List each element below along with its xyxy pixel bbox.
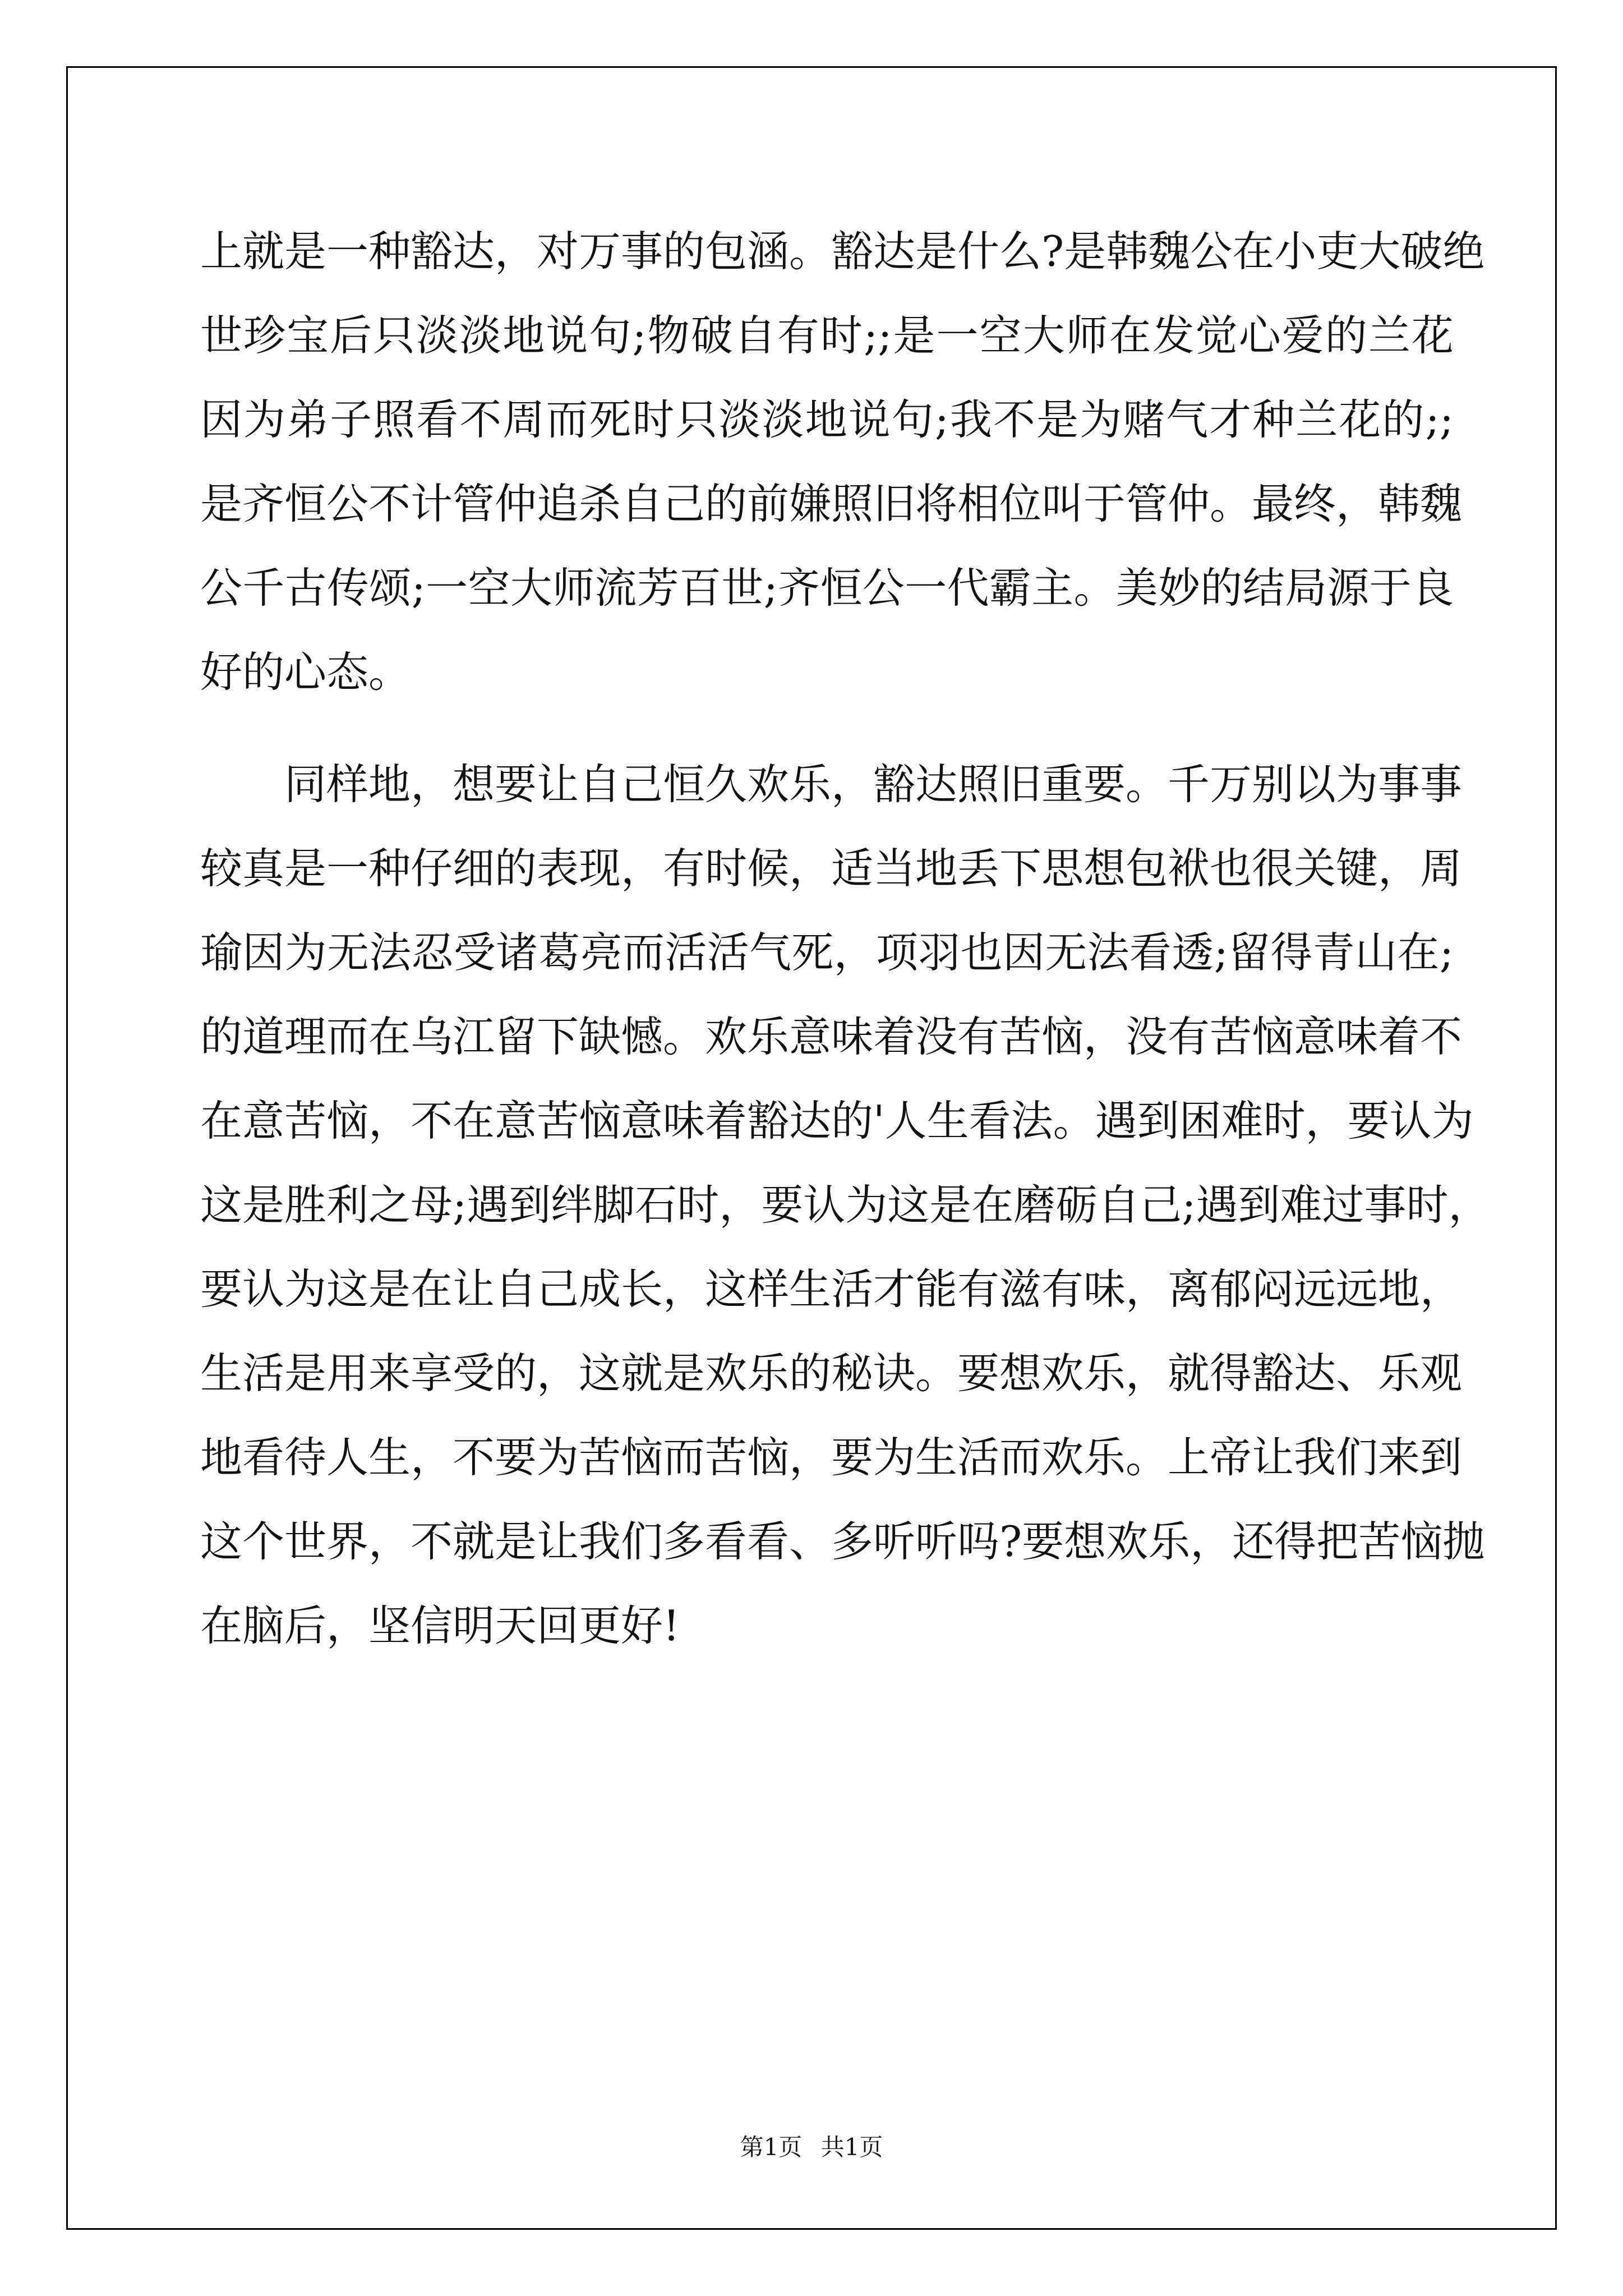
text-line: 较真是一种仔细的表现，有时候，适当地丢下思想包袱也很关键，周 — [200, 844, 1463, 893]
paragraph-2 — [200, 742, 1491, 1668]
text-line: 这个世界，不就是让我们多看看、多听听吗?要想欢乐，还得把苦恼抛 — [200, 1517, 1485, 1566]
text-line: 是齐恒公不计管仲追杀自己的前嫌照旧将相位叫于管仲。最终，韩魏 — [200, 479, 1463, 528]
paragraph-spacer — [200, 714, 1454, 742]
text-line: 地看待人生，不要为苦恼而苦恼，要为生活而欢乐。上帝让我们来到 — [200, 1433, 1463, 1482]
text-line: 同样地，想要让自己恒久欢乐，豁达照旧重要。千万别以为事事 — [284, 760, 1463, 809]
text-line: 在脑后，坚信明天回更好! — [200, 1601, 680, 1650]
text-line: 生活是用来享受的，这就是欢乐的秘诀。要想欢乐，就得豁达、乐观 — [200, 1349, 1463, 1398]
page-footer — [0, 2129, 1623, 2162]
text-line: 在意苦恼，不在意苦恼意味着豁达的'人生看法。遇到困难时，要认为 — [200, 1096, 1474, 1145]
text-line: 公千古传颂;一空大师流芳百世;齐恒公一代霸主。美妙的结局源于良 — [200, 563, 1454, 613]
paragraph-1 — [200, 209, 1485, 714]
text-line: 的道理而在乌江留下缺憾。欢乐意味着没有苦恼，没有苦恼意味着不 — [200, 1012, 1463, 1061]
text-line: 因为弟子照看不周而死时只淡淡地说句;我不是为赌气才种兰花的;; — [200, 395, 1454, 444]
page-number: 第1页 — [740, 2133, 803, 2161]
text-line: 上就是一种豁达，对万事的包涵。豁达是什么?是韩魏公在小吏大破绝 — [200, 227, 1485, 276]
text-line: 世珍宝后只淡淡地说句;物破自有时;;是一空大师在发觉心爱的兰花 — [200, 311, 1454, 360]
text-line: 要认为这是在让自己成长，这样生活才能有滋有味，离郁闷远远地， — [200, 1264, 1463, 1314]
page-total: 共1页 — [820, 2133, 883, 2161]
text-line: 瑜因为无法忍受诸葛亮而活活气死，项羽也因无法看透;留得青山在; — [200, 928, 1454, 977]
text-line: 好的心态。 — [200, 647, 411, 697]
text-line: 这是胜利之母;遇到绊脚石时，要认为这是在磨砺自己;遇到难过事时， — [200, 1180, 1491, 1230]
document-body — [200, 209, 1491, 1668]
